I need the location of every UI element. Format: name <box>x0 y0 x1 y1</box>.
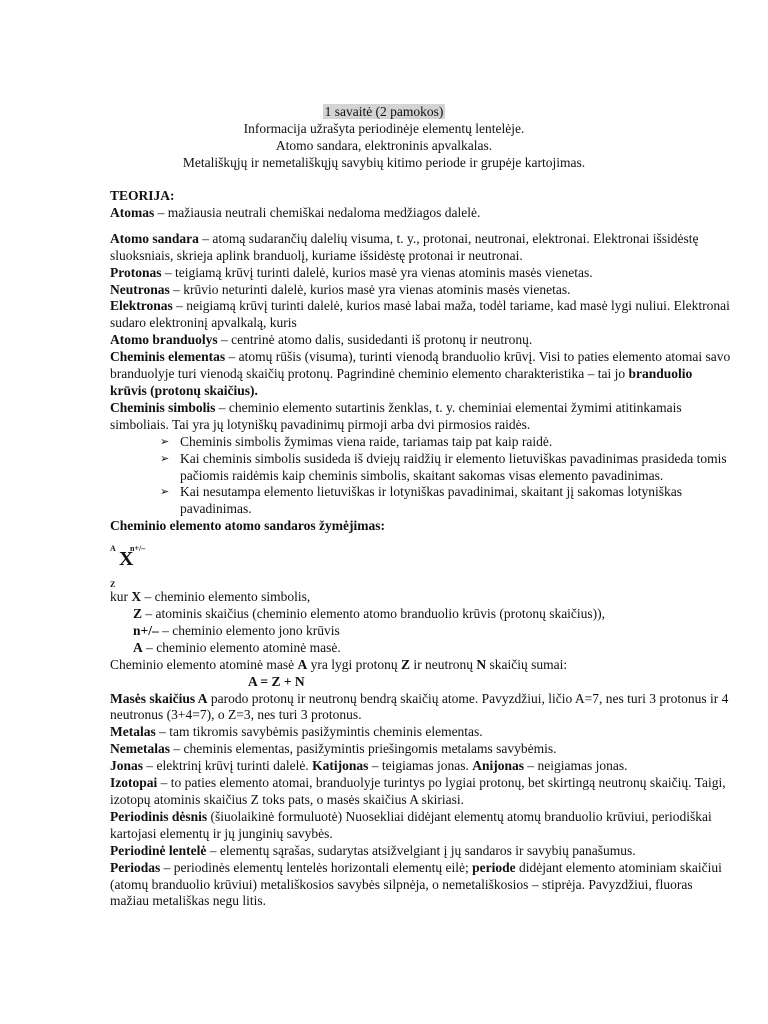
def-neutronas: Neutronas – krūvio neturinti dalelė, kurios masė yra vienas atominis masės vienetas. <box>110 281 571 297</box>
def-izotopai: Izotopai – to paties elemento atomai, branduolyje turintys po lygiai protonų, bet skirtingą neutronų skaičių. Taigi, izotopų atominis skaičius Z toks pats, o masės skaičius A skiriasi. <box>110 775 726 807</box>
def-mases-skaicius: Masės skaičius A parodo protonų ir neutronų bendrą skaičių atome. Pavyzdžiui, ličio A=7, nes turi 3 protonus ir 4 neutronus (3+4=7), o Z=3, nes turi 3 protonus. <box>110 690 729 723</box>
bullet-item: ➢ Kai nesutampa elemento lietuviškas ir lotyniškas pavadinimai, skaitant jį sakomas lotyniškas pavadinimas. <box>160 484 683 517</box>
legend-n: n+/– – cheminio elemento jono krūvis <box>133 622 340 638</box>
def-periodinis-desnis: Periodinis dėsnis (šiuolaikinė formuluotė) Nuosekliai didėjant elementų atomų branduolio krūviui, periodiškai kartojasi elementų ir jų junginių savybės. <box>110 808 712 841</box>
week-label: 1 savaitė (2 pamokos) <box>324 104 444 119</box>
def-periodine-lentele: Periodinė lentelė – elementų sąrašas, sudarytas atsižvelgiant į jų sandaros ir savybių panašumus. <box>110 842 636 858</box>
bullet-item: ➢ Cheminis simbolis žymimas viena raide, tariamas taip pat kaip raidė. <box>160 433 553 449</box>
mass-sentence: Cheminio elemento atominė masė A yra lygi protonų Z ir neutronų N skaičių sumai: <box>110 656 568 672</box>
theory-body <box>110 188 732 910</box>
def-metalas: Metalas – tam tikromis savybėmis pasižymintis cheminis elementas. <box>110 724 483 740</box>
header-line-3: Metališkųjų ir nemetališkųjų savybių kitimo periode ir grupėje kartojimas. <box>182 155 586 170</box>
header-line-2: Atomo sandara, elektroninis apvalkalas. <box>275 138 493 153</box>
def-jonas: Jonas – elektrinį krūvį turinti dalelė. Katijonas – teigiamas jonas. Anijonas – neigiamas jonas. <box>110 758 628 774</box>
mass-number-label: A <box>110 544 116 554</box>
def-nemetalas: Nemetalas – cheminis elementas, pasižymintis priešingomis metalams savybėmis. <box>110 741 557 757</box>
def-elektronas: Elektronas – neigiamą krūvį turinti dalelė, kurios masė labai maža, todėl tariame, kad masė lygi nuliui. Elektronai sudaro elektroninį apvalkalą, kuris <box>110 298 730 331</box>
def-branduolys: Atomo branduolys – centrinė atomo dalis, susidedanti iš protonų ir neutronų. <box>110 332 533 348</box>
def-periodas: Periodas – periodinės elementų lentelės horizontali elementų eilė; periode didėjant elemento atominiam skaičiui (atomų branduolio krūviui) metališkosios savybės silpnėja, o nemetališkosios – stiprėja. Pavyzdžiui, fluoras mažiau metališkas negu litis. <box>110 859 722 909</box>
def-protonas: Protonas – teigiamą krūvį turinti dalelė, kurios masė yra vienas atominis masės vienetas. <box>110 264 593 280</box>
mass-formula: A = Z + N <box>248 673 305 689</box>
def-cheminis-elementas: Cheminis elementas – atomų rūšis (visuma), turinti vienodą branduolio krūvį. Visi to paties elemento atomai savo branduolyje turi vienodą skaičių protonų. Pagrindinė cheminio elemento charakteristika – tai jo branduolio krūvis (protonų skaičius). <box>110 349 731 398</box>
def-cheminis-simbolis: Cheminis simbolis – cheminio elemento sutartinis ženklas, t. y. cheminiai elementai žymimi atitinkamais simboliais. Tai yra jų lotyniškų pavadinimų pirmoji arba dvi pirmosios raidės. <box>110 399 682 432</box>
week-heading <box>0 103 768 120</box>
legend-a: A – cheminio elemento atominė masė. <box>133 639 341 655</box>
theory-heading: TEORIJA: <box>110 188 175 203</box>
ion-charge-label: n+/– <box>130 544 146 554</box>
element-notation <box>110 535 732 589</box>
notation-title: Cheminio elemento atomo sandaros žymėjimas: <box>110 518 385 534</box>
legend-z: Z – atominis skaičius (cheminio elemento atomo branduolio krūvis (protonų skaičius)), <box>133 606 606 622</box>
arrow-bullet-icon: ➢ <box>160 435 170 448</box>
def-atomas: Atomas – mažiausia neutrali chemiškai nedaloma medžiagos dalelė. <box>110 204 481 220</box>
element-symbol: X <box>119 548 134 571</box>
legend-x: kur X – cheminio elemento simbolis, <box>110 589 311 605</box>
header-line-1: Informacija užrašyta periodinėje elementų lentelėje. <box>243 121 525 136</box>
atomic-number-label: Z <box>110 580 116 590</box>
def-atomo-sandara: Atomo sandara – atomą sudarančių dalelių visuma, t. y., protonai, neutronai, elektronai. Elektronai išsidėstę sluoksniais, skrieja aplink branduolį, kuriame išsidėstę protonai ir neutronai. <box>110 230 699 263</box>
bullet-item: ➢ Kai cheminis simbolis susideda iš dviejų raidžių ir elemento lietuviškas pavadinimas prasideda tomis pačiomis raidėmis kaip cheminis simbolis, skaitant sakomas visas elemento pavadinimas. <box>160 450 727 483</box>
arrow-bullet-icon: ➢ <box>160 452 170 465</box>
arrow-bullet-icon: ➢ <box>160 486 170 499</box>
